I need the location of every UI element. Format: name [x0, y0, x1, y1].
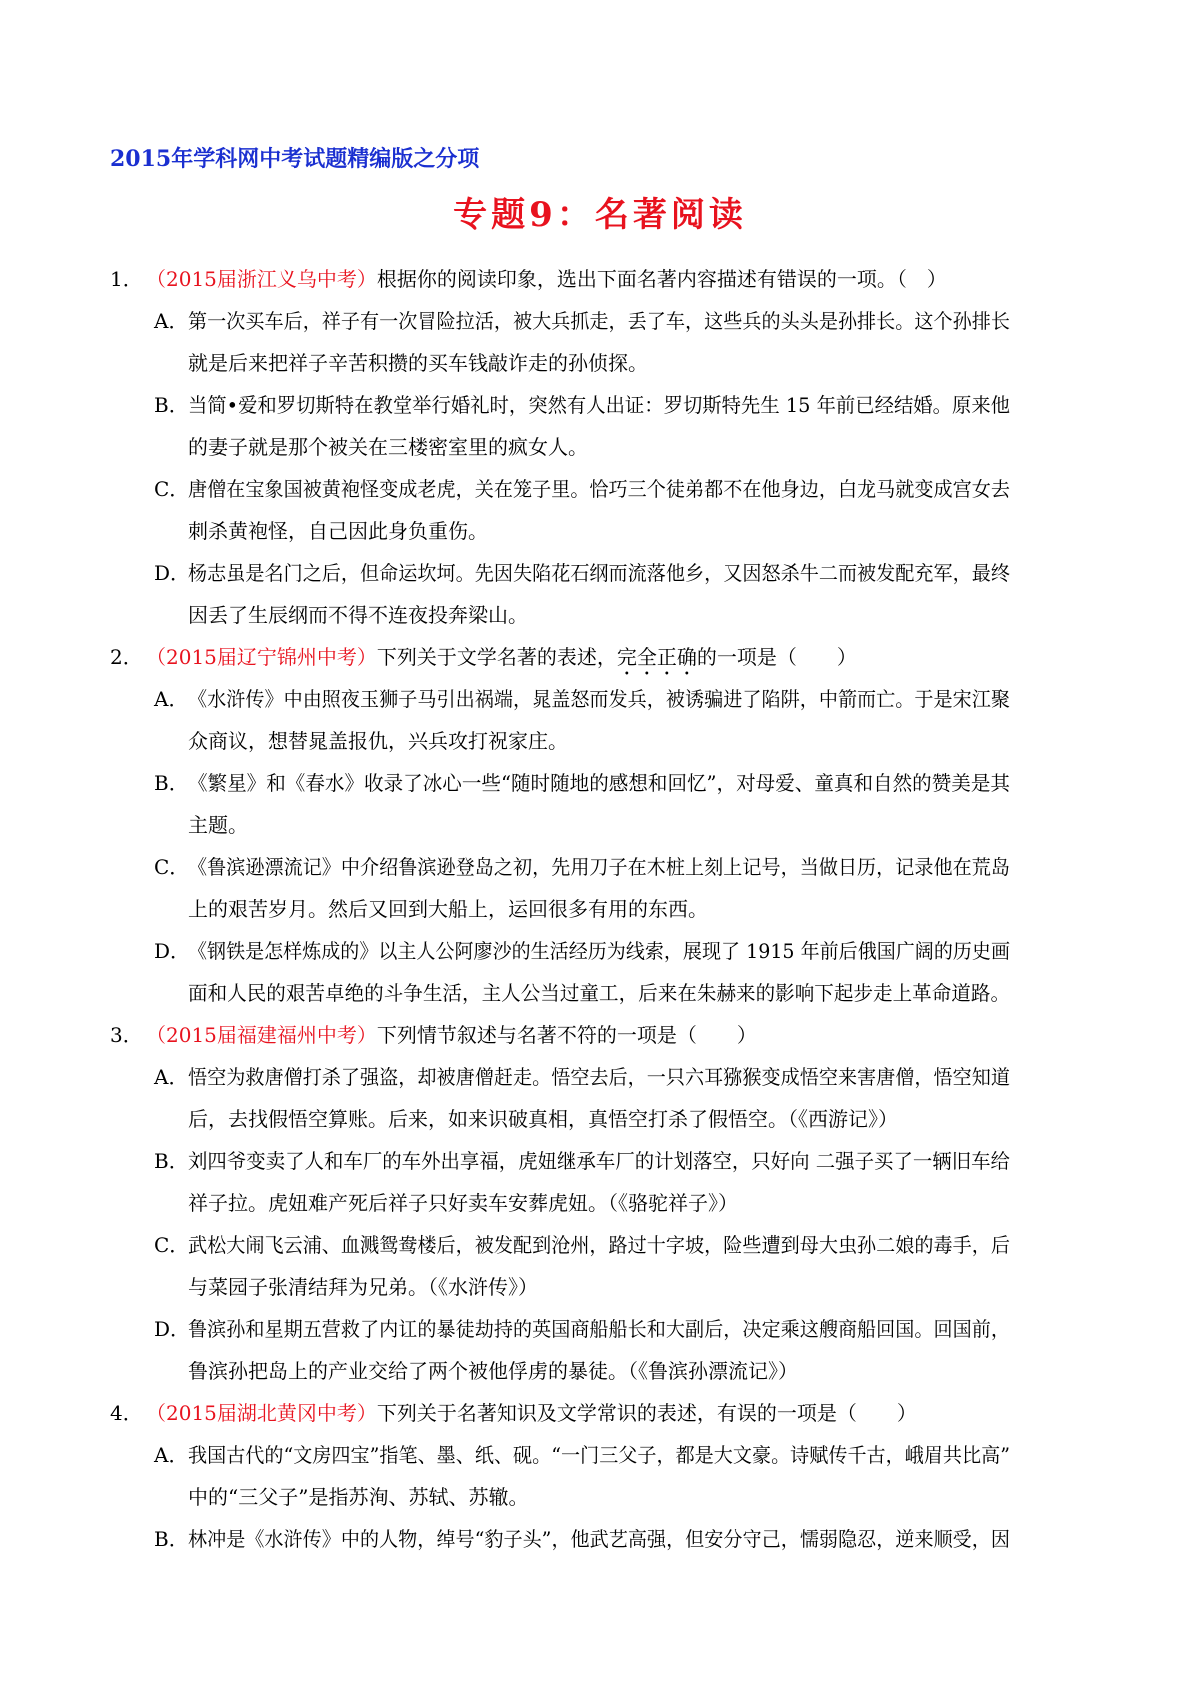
option-text: 面和人民的艰苦卓绝的斗争生活，主人公当过童工，后来在朱赫来的影响下起步走上革命道路。 — [188, 981, 1011, 1005]
option-text: 就是后来把祥子辛苦积攒的买车钱敲诈走的孙侦探。 — [188, 351, 648, 375]
option-letter: A． — [154, 309, 189, 333]
option-continuation — [0, 1476, 1200, 1518]
option-text: 《鲁滨逊漂流记》中介绍鲁滨逊登岛之初，先用刀子在木桩上刻上记号，当做日历，记录他在荒岛 — [188, 855, 1010, 879]
document-title: 专题9：名著阅读 — [453, 195, 747, 235]
question-3-option-d — [0, 1308, 1200, 1350]
question-number: 1． — [110, 267, 143, 291]
question-1-option-c — [0, 468, 1200, 510]
option-text: 中的“三父子”是指苏洵、苏轼、苏辙。 — [188, 1485, 529, 1509]
question-2-option-b — [0, 762, 1200, 804]
option-letter: C． — [154, 855, 190, 879]
option-text: 悟空为救唐僧打杀了强盗，却被唐僧赶走。悟空去后，一只六耳猕猴变成悟空来害唐僧，悟空知道 — [188, 1065, 1010, 1089]
option-text: 第一次买车后，祥子有一次冒险拉活，被大兵抓走，丢了车，这些兵的头头是孙排长。这个孙排长 — [188, 309, 1010, 333]
option-letter: B． — [154, 1527, 189, 1551]
option-text: 刺杀黄袍怪，自己因此身负重伤。 — [188, 519, 488, 543]
question-list — [0, 258, 1200, 1560]
option-continuation — [0, 594, 1200, 636]
question-3-stem — [0, 1014, 1200, 1056]
option-text: 刘四爷变卖了人和车厂的车外出享福，虎妞继承车厂的计划落空，只好向 二强子买了一辆旧车给 — [188, 1149, 1010, 1173]
option-text: 《水浒传》中由照夜玉狮子马引出祸端，晁盖怒而发兵，被诱骗进了陷阱，中箭而亡。于是宋江聚 — [188, 687, 1010, 711]
question-4-stem — [0, 1392, 1200, 1434]
question-2-option-a — [0, 678, 1200, 720]
series-header: 2015年学科网中考试题精编版之分项 — [110, 146, 480, 172]
option-text: 鲁滨孙和星期五营救了内讧的暴徒劫持的英国商船船长和大副后，决定乘这艘商船回国。回国前， — [188, 1317, 1010, 1341]
option-continuation — [0, 426, 1200, 468]
question-1-option-d — [0, 552, 1200, 594]
question-1-stem — [0, 258, 1200, 300]
question-source: （2015届福建福州中考） — [146, 1023, 377, 1047]
question-number: 4． — [110, 1401, 143, 1425]
question-2-option-c — [0, 846, 1200, 888]
option-continuation — [0, 972, 1200, 1014]
option-text: 上的艰苦岁月。然后又回到大船上，运回很多有用的东西。 — [188, 897, 708, 921]
option-letter: A． — [154, 687, 189, 711]
question-source: （2015届辽宁锦州中考） — [146, 645, 377, 669]
option-text: 当简•爱和罗切斯特在教堂举行婚礼时，突然有人出证：罗切斯特先生 15 年前已经结婚。原来他 — [188, 393, 1011, 417]
question-text: 下列关于名著知识及文学常识的表述，有误的一项是（ ） — [376, 1401, 917, 1425]
question-4-option-b — [0, 1518, 1200, 1560]
question-3-option-b — [0, 1140, 1200, 1182]
option-continuation — [0, 888, 1200, 930]
option-letter: D． — [154, 561, 191, 585]
option-text: 林冲是《水浒传》中的人物，绰号“豹子头”，他武艺高强，但安分守己，懦弱隐忍，逆来顺受，因 — [188, 1527, 1010, 1551]
option-continuation — [0, 510, 1200, 552]
question-text: 下列情节叙述与名著不符的一项是（ ） — [376, 1023, 757, 1047]
option-text: 众商议，想替晁盖报仇，兴兵攻打祝家庄。 — [188, 729, 568, 753]
option-text: 的妻子就是那个被关在三楼密室里的疯女人。 — [188, 435, 588, 459]
option-continuation — [0, 1350, 1200, 1392]
option-letter: D． — [154, 1317, 191, 1341]
option-text: 与菜园子张清结拜为兄弟。（《水浒传》） — [188, 1275, 538, 1299]
option-text: 唐僧在宝象国被黄袍怪变成老虎，关在笼子里。恰巧三个徒弟都不在他身边，白龙马就变成宫女去 — [188, 477, 1010, 501]
question-2-stem — [0, 636, 1200, 678]
option-text: 鲁滨孙把岛上的产业交给了两个被他俘虏的暴徒。（《鲁滨孙漂流记》） — [188, 1359, 798, 1383]
option-continuation — [0, 342, 1200, 384]
question-2-option-d — [0, 930, 1200, 972]
option-letter: C． — [154, 477, 190, 501]
option-text: 《繁星》和《春水》收录了冰心一些“随时随地的感想和回忆”，对母爱、童真和自然的赞美是其 — [188, 771, 1010, 795]
option-text: 我国古代的“文房四宝”指笔、墨、纸、砚。“一门三父子，都是大文豪。诗赋传千古，峨眉共比高” — [188, 1443, 1010, 1467]
option-letter: D． — [154, 939, 191, 963]
option-text: 主题。 — [188, 813, 248, 837]
question-3-option-a — [0, 1056, 1200, 1098]
option-continuation — [0, 1098, 1200, 1140]
question-source: （2015届浙江义乌中考） — [146, 267, 377, 291]
question-number: 2． — [110, 645, 143, 669]
option-letter: A． — [154, 1065, 189, 1089]
question-text: 的一项是（ ） — [696, 645, 857, 669]
question-1-option-a — [0, 300, 1200, 342]
option-continuation — [0, 804, 1200, 846]
option-text: 《钢铁是怎样炼成的》以主人公阿廖沙的生活经历为线索，展现了 1915 年前后俄国广阔的历史画 — [188, 939, 1010, 963]
option-continuation — [0, 1266, 1200, 1308]
option-continuation — [0, 720, 1200, 762]
option-text: 因丢了生辰纲而不得不连夜投奔梁山。 — [188, 603, 528, 627]
option-text: 祥子拉。虎妞难产死后祥子只好卖车安葬虎妞。（《骆驼祥子》） — [188, 1191, 738, 1215]
option-letter: C． — [154, 1233, 190, 1257]
emphasized-text: 完全正确 — [616, 645, 697, 669]
option-text: 杨志虽是名门之后，但命运坎坷。先因失陷花石纲而流落他乡，又因怒杀牛二而被发配充军，最终 — [188, 561, 1010, 585]
option-text: 武松大闹飞云浦、血溅鸳鸯楼后，被发配到沧州，路过十字坡，险些遭到母大虫孙二娘的毒手，后 — [188, 1233, 1010, 1257]
question-4-option-a — [0, 1434, 1200, 1476]
question-1-option-b — [0, 384, 1200, 426]
question-text: 根据你的阅读印象，选出下面名著内容描述有错误的一项。（ ） — [376, 267, 947, 291]
question-3-option-c — [0, 1224, 1200, 1266]
option-letter: A． — [154, 1443, 189, 1467]
question-number: 3． — [110, 1023, 143, 1047]
question-text: 下列关于文学名著的表述， — [376, 645, 617, 669]
question-source: （2015届湖北黄冈中考） — [146, 1401, 377, 1425]
option-continuation — [0, 1182, 1200, 1224]
option-text: 后，去找假悟空算账。后来，如来识破真相，真悟空打杀了假悟空。（《西游记》） — [188, 1107, 898, 1131]
option-letter: B． — [154, 393, 189, 417]
option-letter: B． — [154, 1149, 189, 1173]
option-letter: B． — [154, 771, 189, 795]
